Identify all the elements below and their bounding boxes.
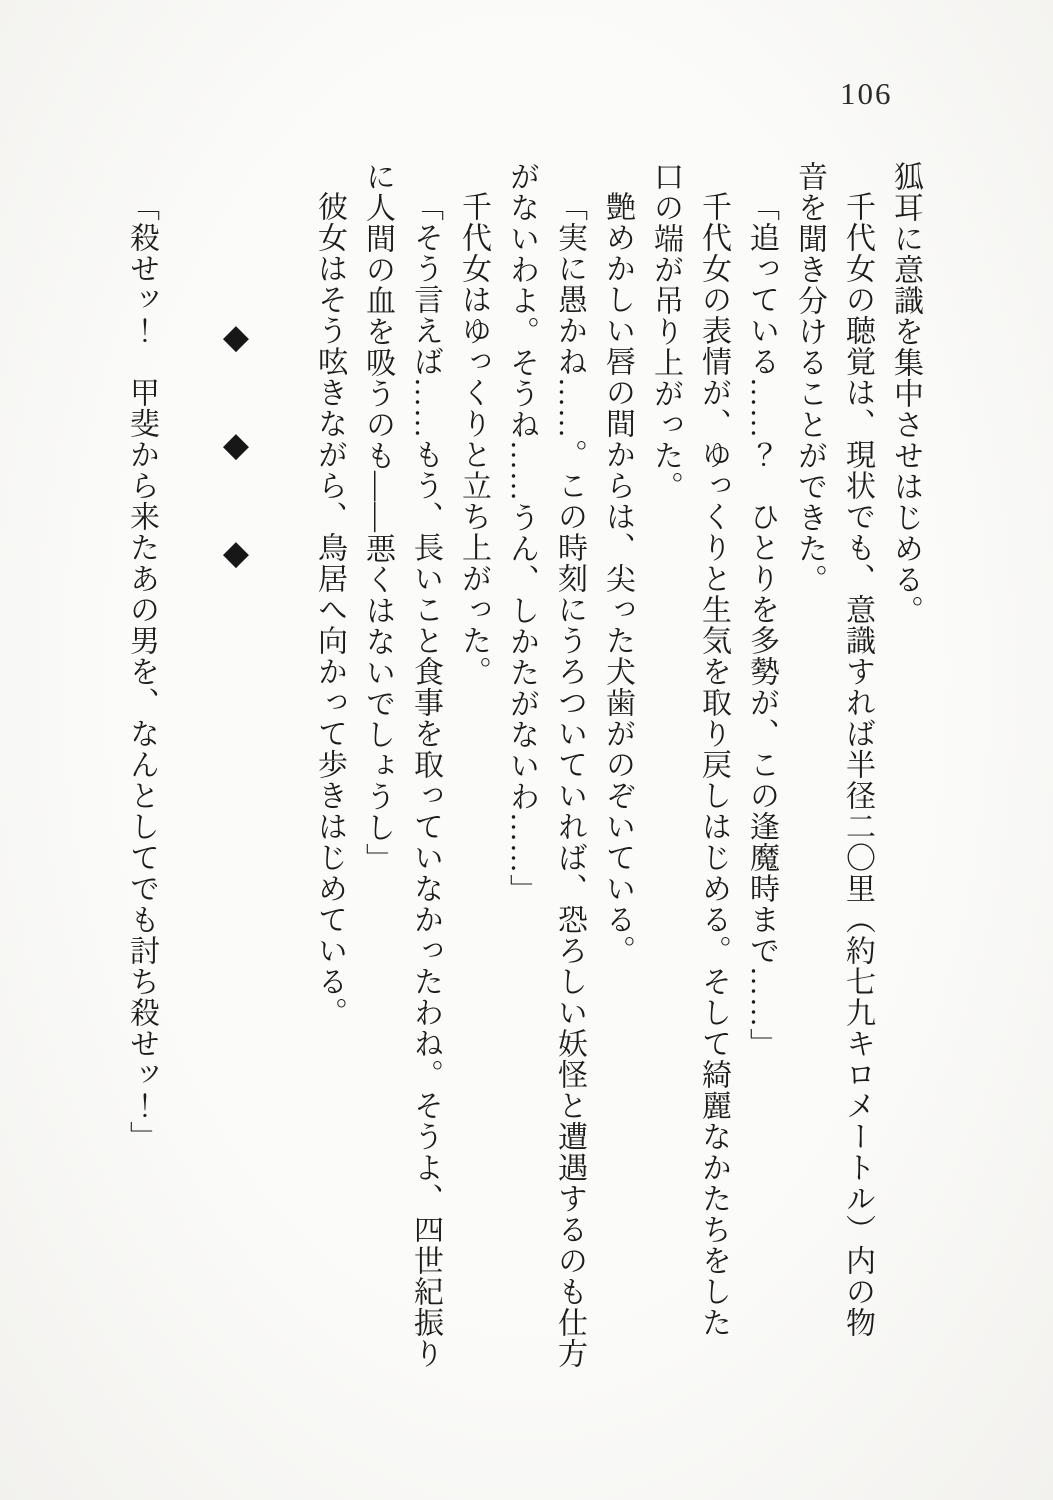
page-number: 106 <box>840 76 893 111</box>
text-line: 千代女の表情が、ゆっくりと生気を取り戻しはじめる。そして綺麗なかたちをした <box>697 191 730 1338</box>
text-line: 「追っている……？ ひとりを多勢が、この逢魔時まで……」 <box>745 191 778 1059</box>
text-line: 音を聞き分けることができた。 <box>793 161 826 595</box>
text-block <box>117 161 929 1381</box>
text-line: 「そう言えば……もう、長いこと食事を取っていなかったわね。そうよ、四世紀振り <box>409 191 442 1369</box>
text-line: 「実に愚かね……。この時刻にうろついていれば、恐ろしい妖怪と遭遇するのも仕方 <box>553 191 586 1369</box>
text-line: 口の端が吊り上がった。 <box>649 161 682 502</box>
section-divider-diamonds: ◆ ◆ ◆ <box>217 317 254 573</box>
text-line: 「殺せッ！ 甲斐から来たあの男を、なんとしてでも討ち殺せッ！」 <box>125 191 158 1152</box>
text-line: 千代女はゆっくりと立ち上がった。 <box>457 191 490 687</box>
text-line: に人間の血を吸うのも――悪くはないでしょうし」 <box>361 161 394 874</box>
text-line: 彼女はそう呟きながら、鳥居へ向かって歩きはじめている。 <box>313 191 346 1028</box>
text-line: 千代女の聴覚は、現状でも、意識すれば半径二〇里（約七九キロメートル）内の物 <box>841 191 874 1338</box>
text-line: 狐耳に意識を集中させはじめる。 <box>889 161 922 626</box>
text-line: 艶めかしい唇の間からは、尖った犬歯がのぞいている。 <box>601 191 634 966</box>
text-line: がないわよ。そうね……うん、しかたがないわ……」 <box>505 161 538 905</box>
